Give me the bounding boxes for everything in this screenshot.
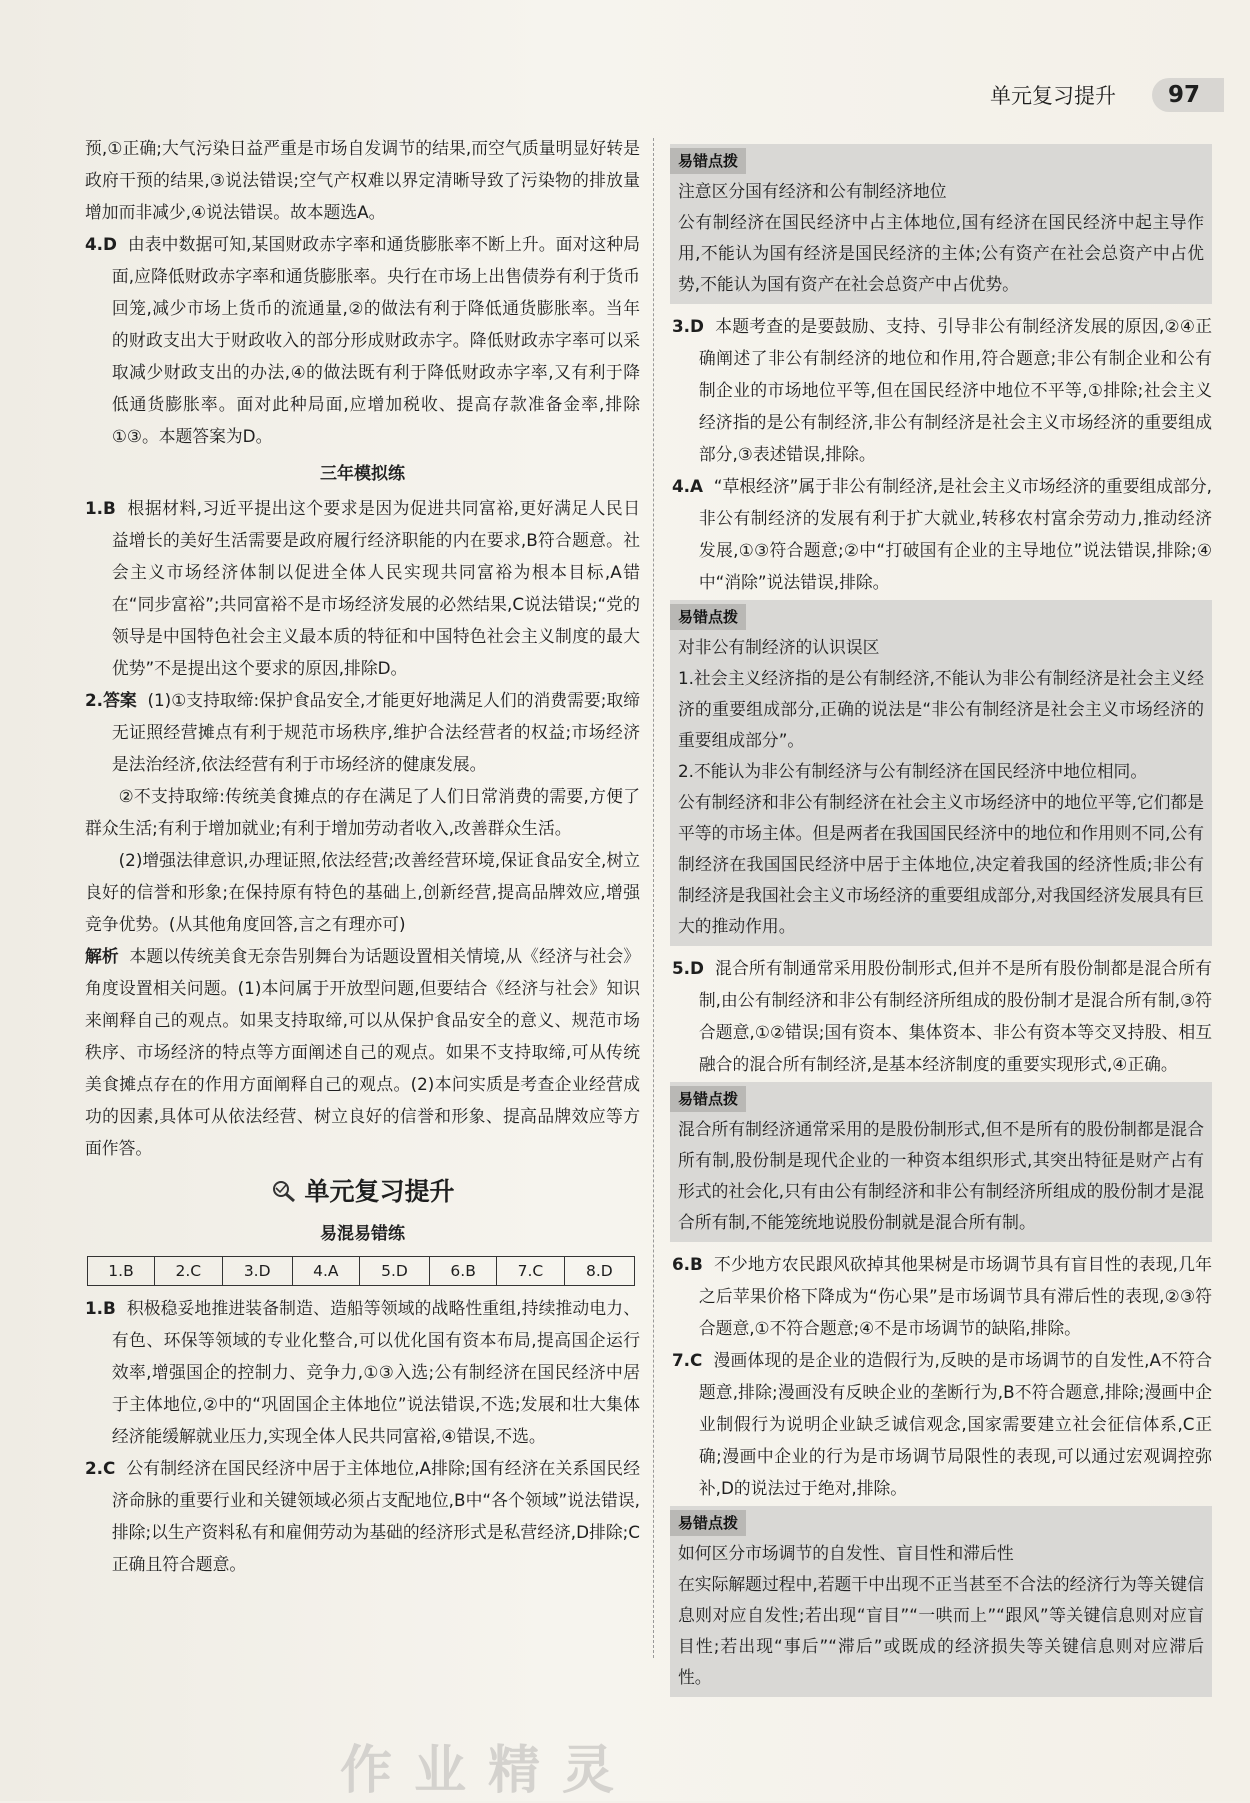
tip-box xyxy=(670,144,1212,304)
tip-label: 易错点拨 xyxy=(670,604,746,630)
question-text: 混合所有制通常采用股份制形式,但并不是所有股份制都是混合所有制,由公有制经济和非公有制经济所组成的股份制才是混合所有制,③符合题意,①②错误;国有资本、集体资本、非公有资本等交叉持股、相互融合的混合所有制经济,是基本经济制度的重要实现形式,④正确。 xyxy=(698,958,1212,1074)
unit-review-title-text: 单元复习提升 xyxy=(304,1177,455,1206)
question-number: 4.A xyxy=(672,476,704,496)
answer-cell: 5.D xyxy=(359,1257,429,1286)
unit-review-title xyxy=(85,1172,640,1212)
magnifier-icon xyxy=(270,1179,298,1203)
question-4 xyxy=(85,228,640,452)
answer-cell: 6.B xyxy=(430,1257,497,1286)
tip-label: 易错点拨 xyxy=(670,148,746,174)
analysis-text: 本题以传统美食无奈告别舞台为话题设置相关情境,从《经济与社会》角度设置相关问题。(1)本问属于开放型问题,但要结合《经济与社会》知识来阐释自己的观点。如果支持取缔,可以从保护食品安全的意义、规范市场秩序、市场经济的特点等方面阐述自己的观点。如果不支持取缔,可从传统美食摊点存在的作用方面阐释自己的观点。(2)本问实质是考查企业经营成功的因素,具体可从依法经营、树立良好的信誉和形象、提高品牌效应等方面作答。 xyxy=(85,946,640,1158)
question-number: 1.B xyxy=(85,1298,116,1318)
tip-title: 注意区分国有经济和公有制经济地位 xyxy=(678,181,947,201)
answer-cell: 4.A xyxy=(292,1257,359,1286)
question-2 xyxy=(85,684,640,780)
question-3 xyxy=(672,310,1212,470)
tip-title: 对非公有制经济的认识误区 xyxy=(678,637,880,657)
question-text: 积极稳妥地推进装备制造、造船等领域的战略性重组,持续推动电力、有色、环保等领域的专业化整合,可以优化国有资本布局,提高国企运行效率,增强国企的控制力、竞争力,①③入选;公有制经济在国民经济中居于主体地位,②中的“巩固国企主体地位”说法错误,不选;发展和壮大集体经济能缓解就业压力,实现全体人民共同富裕,④错误,不选。 xyxy=(111,1298,640,1446)
tip-box xyxy=(670,1082,1212,1242)
answer-cell: 8.D xyxy=(564,1257,634,1286)
answer-cell: 1.B xyxy=(88,1257,155,1286)
tip-text: 混合所有制经济通常采用的是股份制形式,但不是所有的股份制都是混合所有制,股份制是现代企业的一种资本组织形式,其突出特征是财产占有形式的社会化,只有由公有制经济和非公有制经济所组成的股份制才是混合所有制,不能笼统地说股份制就是混合所有制。 xyxy=(678,1119,1204,1232)
question-text: “草根经济”属于非公有制经济,是社会主义市场经济的重要组成部分,非公有制经济的发展有利于扩大就业,转移农村富余劳动力,推动经济发展,①③符合题意;②中“打破国有企业的主导地位”说法错误,排除;④中“消除”说法错误,排除。 xyxy=(698,476,1213,592)
question-number: 2.C xyxy=(85,1458,116,1478)
question-1 xyxy=(85,492,640,684)
question-text: 由表中数据可知,某国财政赤字率和通货膨胀率不断上升。面对这种局面,应降低财政赤字率和通货膨胀率。央行在市场上出售债券有利于货币回笼,减少市场上货币的流通量,②的做法有利于降低通货膨胀率。当年的财政支出大于财政收入的部分形成财政赤字。降低财政赤字率可以采取减少财政支出的办法,④的做法既有利于降低财政赤字率,又有利于降低通货膨胀率。面对此种局面,应增加税收、提高存款准备金率,排除①③。本题答案为D。 xyxy=(111,234,641,446)
question-number: 5.D xyxy=(672,958,704,978)
tip-box xyxy=(670,600,1212,946)
question-6 xyxy=(672,1248,1212,1344)
answer-cell: 3.D xyxy=(222,1257,292,1286)
question-1 xyxy=(85,1292,640,1452)
tip-title: 如何区分市场调节的自发性、盲目性和滞后性 xyxy=(678,1543,1014,1563)
header-title: 单元复习提升 xyxy=(990,84,1116,108)
question-text: (1)①支持取缔:保护食品安全,才能更好地满足人们的消费需要;取缔无证照经营摊点有利于规范市场秩序,维护合法经营者的权益;市场经济是法治经济,依法经营有利于市场经济的健康发展。 xyxy=(111,690,640,774)
question-number: 4.D xyxy=(85,234,117,254)
tip-label: 易错点拨 xyxy=(670,1086,746,1112)
watermark: 作业精灵 xyxy=(340,1741,637,1801)
question-text: 公有制经济在国民经济中居于主体地位,A排除;国有经济在关系国民经济命脉的重要行业和关键领域必须占支配地位,B中“各个领域”说法错误,排除;以生产资料私有和雇佣劳动为基础的经济形式是私营经济,D排除;C正确且符合题意。 xyxy=(111,1458,640,1574)
right-column xyxy=(672,142,1212,1703)
section-heading: 易混易错练 xyxy=(320,1224,405,1244)
question-number: 6.B xyxy=(672,1254,703,1274)
tip-label: 易错点拨 xyxy=(670,1510,746,1536)
question-number: 3.D xyxy=(672,316,704,336)
question-text: 漫画体现的是企业的造假行为,反映的是市场调节的自发性,A不符合题意,排除;漫画没有反映企业的垄断行为,B不符合题意,排除;漫画中企业制假行为说明企业缺乏诚信观念,国家需要建立社会征信体系,C正确;漫画中企业的行为是市场调节局限性的表现,可以通过宏观调控弥补,D的说法过于绝对,排除。 xyxy=(698,1350,1213,1498)
question-text: 根据材料,习近平提出这个要求是因为促进共同富裕,更好满足人民日益增长的美好生活需要是政府履行经济职能的内在要求,B符合题意。社会主义市场经济体制以促进全体人民实现共同富裕为根本目标,A错在“同步富裕”;共同富裕不是市场经济发展的必然结果,C说法错误;“党的领导是中国特色社会主义最本质的特征和中国特色社会主义制度的最大优势”不是提出这个要求的原因,排除D。 xyxy=(111,498,641,678)
tip-text: 1.社会主义经济指的是公有制经济,不能认为非公有制经济是社会主义经济的重要组成部分,正确的说法是“非公有制经济是社会主义市场经济的重要组成部分”。 xyxy=(678,668,1204,750)
tip-text: 2.不能认为非公有制经济与公有制经济在国民经济中地位相同。 xyxy=(678,761,1148,781)
answer-table xyxy=(87,1256,635,1286)
answer-cell: 2.C xyxy=(155,1257,223,1286)
question-number: 1.B xyxy=(85,498,116,518)
analysis-label: 解析 xyxy=(85,946,119,966)
paragraph: 预,①正确;大气污染日益严重是市场自发调节的结果,而空气质量明显好转是政府干预的结果,③说法错误;空气产权难以界定清晰导致了污染物的排放量增加而非减少,④说法错误。故本题选A。 xyxy=(85,138,640,222)
question-4 xyxy=(672,470,1212,598)
question-number: 2.答案 xyxy=(85,690,137,710)
question-text: 不少地方农民跟风砍掉其他果树是市场调节具有盲目性的表现,几年之后苹果价格下降成为“伤心果”是市场调节具有滞后性的表现,②③符合题意,①不符合题意;④不是市场调节的缺陷,排除。 xyxy=(698,1254,1212,1338)
question-2 xyxy=(85,1452,640,1580)
analysis xyxy=(85,940,640,1164)
question-7 xyxy=(672,1344,1212,1504)
section-heading: 三年模拟练 xyxy=(320,464,405,484)
question-5 xyxy=(672,952,1212,1080)
paragraph: ②不支持取缔:传统美食摊点的存在满足了人们日常消费的需要,方便了群众生活;有利于增加就业;有利于增加劳动者收入,改善群众生活。 xyxy=(85,786,640,838)
page-number: 97 xyxy=(1152,78,1224,112)
answer-cell: 7.C xyxy=(497,1257,565,1286)
paragraph: (2)增强法律意识,办理证照,依法经营;改善经营环境,保证食品安全,树立良好的信誉和形象;在保持原有特色的基础上,创新经营,提高品牌效应,增强竞争优势。(从其他角度回答,言之有理亦可) xyxy=(85,850,640,934)
tip-text: 公有制经济在国民经济中占主体地位,国有经济在国民经济中起主导作用,不能认为国有经济是国民经济的主体;公有资产在社会总资产中占优势,不能认为国有资产在社会总资产中占优势。 xyxy=(678,212,1204,294)
tip-box xyxy=(670,1506,1212,1697)
question-text: 本题考查的是要鼓励、支持、引导非公有制经济发展的原因,②④正确阐述了非公有制经济的地位和作用,符合题意;非公有制企业和公有制企业的市场地位平等,但在国民经济中地位不平等,①排除;社会主义经济指的是公有制经济,非公有制经济是社会主义市场经济的重要组成部分,③表述错误,排除。 xyxy=(698,316,1212,464)
tip-text: 公有制经济和非公有制经济在社会主义市场经济中的地位平等,它们都是平等的市场主体。但是两者在我国国民经济中的地位和作用则不同,公有制经济在我国国民经济中居于主体地位,决定着我国的经济性质;非公有制经济是我国社会主义市场经济的重要组成部分,对我国经济发展具有巨大的推动作用。 xyxy=(678,792,1204,936)
question-number: 7.C xyxy=(672,1350,703,1370)
column-divider xyxy=(653,138,654,1658)
tip-text: 在实际解题过程中,若题干中出现不正当甚至不合法的经济行为等关键信息则对应自发性;若出现“盲目”“一哄而上”“跟风”等关键信息则对应盲目性;若出现“事后”“滞后”或既成的经济损失等关键信息则对应滞后性。 xyxy=(678,1574,1204,1687)
left-column xyxy=(85,132,640,1580)
